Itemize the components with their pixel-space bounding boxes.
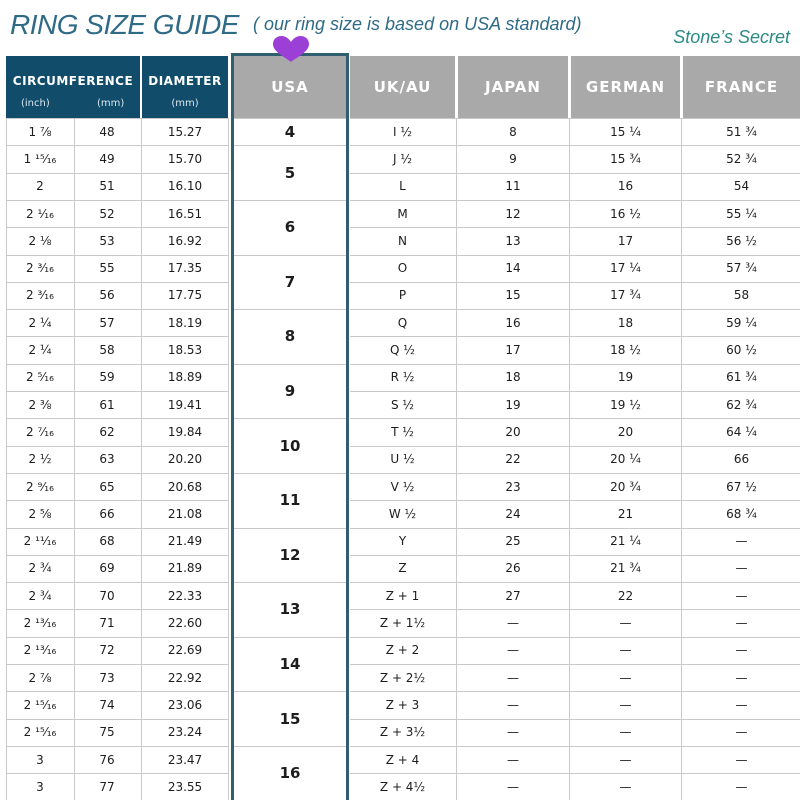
diameter-cell: 23.55 [167, 779, 203, 794]
japan-size-cell: — [507, 779, 519, 794]
circumference-mm-cell: 75 [99, 725, 115, 740]
usa-size-cell: 14 [279, 654, 301, 673]
ukau-size-cell: U ½ [390, 452, 415, 467]
circumference-inch-cell: 3 [36, 779, 44, 794]
column-divider [74, 118, 75, 800]
japan-size-cell: 8 [509, 124, 517, 139]
france-size-cell: — [735, 697, 748, 712]
circumference-mm-cell: 72 [99, 643, 115, 658]
header-japan: JAPAN [458, 56, 568, 118]
circumference-mm-cell: 56 [99, 288, 115, 303]
row-divider [350, 282, 800, 283]
row-divider [6, 500, 228, 501]
german-size-cell: 15 ¾ [610, 151, 641, 166]
heart-icon [271, 36, 311, 62]
france-size-cell: 66 [733, 452, 750, 467]
ukau-size-cell: V ½ [390, 479, 415, 494]
row-divider [6, 227, 228, 228]
usa-size-cell: 15 [279, 709, 301, 728]
france-size-cell: — [735, 534, 748, 549]
column-divider [6, 118, 7, 800]
france-size-cell: 68 ¾ [726, 506, 757, 521]
france-size-cell: — [735, 643, 748, 658]
diameter-cell: 16.51 [167, 206, 203, 221]
ukau-size-cell: W ½ [388, 506, 417, 521]
ukau-size-cell: Y [398, 534, 407, 549]
usa-size-cell: 13 [279, 600, 301, 619]
row-divider [350, 364, 800, 365]
ukau-size-cell: O [397, 261, 408, 276]
row-divider [350, 173, 800, 174]
german-size-cell: 21 [617, 506, 634, 521]
german-size-cell: 15 ¼ [610, 124, 641, 139]
row-divider [6, 664, 228, 665]
circumference-inch-cell: 2 ⁵⁄₁₆ [26, 370, 54, 385]
circumference-mm-cell: 59 [99, 370, 115, 385]
diameter-cell: 21.08 [167, 506, 203, 521]
german-size-cell: — [619, 725, 632, 740]
japan-size-cell: 12 [505, 206, 521, 221]
usa-size-cell: 12 [279, 545, 301, 564]
row-divider [350, 336, 800, 337]
german-size-cell: 20 ¾ [610, 479, 641, 494]
diameter-cell: 17.35 [167, 261, 203, 276]
row-divider [6, 473, 228, 474]
usa-size-cell: 8 [284, 327, 296, 346]
usa-size-cell: 5 [284, 163, 296, 182]
german-size-cell: 20 [617, 424, 634, 439]
circumference-inch-cell: 2 ¹³⁄₁₆ [23, 616, 57, 631]
row-divider [350, 719, 800, 720]
japan-size-cell: 20 [505, 424, 521, 439]
france-size-cell: 64 ¼ [726, 424, 757, 439]
ukau-size-cell: S ½ [390, 397, 415, 412]
row-divider [350, 227, 800, 228]
row-divider [6, 691, 228, 692]
row-divider [350, 473, 800, 474]
row-divider [350, 528, 800, 529]
german-size-cell: 18 [617, 315, 634, 330]
row-divider [6, 364, 228, 365]
circumference-inch-cell: 3 [36, 752, 44, 767]
circumference-inch-cell: 2 ½ [28, 452, 52, 467]
france-size-cell: 61 ¾ [726, 370, 757, 385]
ukau-size-cell: Z + 3½ [379, 725, 426, 740]
japan-size-cell: — [507, 616, 519, 631]
german-size-cell: — [619, 752, 632, 767]
header-mm-unit: (mm) [97, 98, 125, 109]
circumference-mm-cell: 61 [99, 397, 115, 412]
ukau-size-cell: Z + 3 [385, 697, 420, 712]
japan-size-cell: 24 [505, 506, 521, 521]
ukau-size-cell: Z + 2 [385, 643, 420, 658]
german-size-cell: 21 ¼ [610, 534, 641, 549]
german-size-cell: 16 [617, 179, 634, 194]
row-divider [6, 446, 228, 447]
row-divider [350, 255, 800, 256]
diameter-cell: 21.49 [167, 534, 203, 549]
japan-size-cell: — [507, 670, 519, 685]
france-size-cell: — [735, 725, 748, 740]
circumference-mm-cell: 58 [99, 343, 115, 358]
circumference-inch-cell: 2 ⅝ [28, 506, 52, 521]
diameter-cell: 22.60 [167, 616, 203, 631]
circumference-mm-cell: 52 [99, 206, 115, 221]
german-size-cell: 21 ¾ [610, 561, 641, 576]
france-size-cell: 52 ¾ [726, 151, 757, 166]
circumference-mm-cell: 53 [99, 233, 115, 248]
france-size-cell: 56 ½ [726, 233, 757, 248]
japan-size-cell: 25 [505, 534, 521, 549]
ukau-size-cell: Z + 4 [385, 752, 420, 767]
circumference-inch-cell: 2 ¹¹⁄₁₆ [23, 534, 57, 549]
column-divider [141, 118, 142, 800]
circumference-inch-cell: 2 ¹⁵⁄₁₆ [23, 697, 57, 712]
diameter-cell: 23.24 [167, 725, 203, 740]
diameter-cell: 18.53 [167, 343, 203, 358]
usa-size-cell: 9 [284, 381, 296, 400]
circumference-mm-cell: 49 [99, 151, 115, 166]
france-size-cell: 62 ¾ [726, 397, 757, 412]
header-inch-unit: (inch) [21, 98, 50, 109]
german-size-cell: — [619, 616, 632, 631]
row-divider [350, 691, 800, 692]
header-diameter-label: DIAMETER [148, 74, 222, 88]
row-divider [350, 446, 800, 447]
usa-size-cell: 10 [279, 436, 301, 455]
diameter-cell: 18.89 [167, 370, 203, 385]
header-france: FRANCE [683, 56, 800, 118]
diameter-cell: 20.20 [167, 452, 203, 467]
row-divider [350, 145, 800, 146]
diameter-cell: 22.33 [167, 588, 203, 603]
german-size-cell: 22 [617, 588, 634, 603]
usa-size-cell: 6 [284, 218, 296, 237]
row-divider [6, 391, 228, 392]
heart-shape [273, 36, 309, 62]
row-divider [350, 118, 800, 119]
france-size-cell: 59 ¼ [726, 315, 757, 330]
circumference-inch-cell: 2 ⁷⁄₁₆ [26, 424, 54, 439]
german-size-cell: — [619, 779, 632, 794]
japan-size-cell: 27 [505, 588, 521, 603]
circumference-inch-cell: 2 ⅜ [28, 397, 52, 412]
german-size-cell: 20 ¼ [610, 452, 641, 467]
circumference-inch-cell: 2 ⅞ [28, 670, 52, 685]
row-divider [6, 309, 228, 310]
ukau-size-cell: Z + 2½ [379, 670, 426, 685]
usa-size-cell: 16 [279, 764, 301, 783]
header-usa: USA [233, 56, 347, 118]
circumference-mm-cell: 62 [99, 424, 115, 439]
ukau-size-cell: L [399, 179, 406, 194]
france-size-cell: 54 [733, 179, 750, 194]
japan-size-cell: 11 [505, 179, 521, 194]
row-divider [6, 418, 228, 419]
german-size-cell: — [619, 670, 632, 685]
german-size-cell: 18 ½ [610, 343, 641, 358]
france-size-cell: 58 [733, 288, 750, 303]
row-divider [350, 555, 800, 556]
circumference-mm-cell: 76 [99, 752, 115, 767]
german-size-cell: 17 ¾ [610, 288, 641, 303]
japan-size-cell: — [507, 643, 519, 658]
diameter-cell: 23.06 [167, 697, 203, 712]
france-size-cell: 60 ½ [726, 343, 757, 358]
japan-size-cell: 17 [505, 343, 521, 358]
ukau-size-cell: P [398, 288, 407, 303]
german-size-cell: 19 [617, 370, 634, 385]
circumference-mm-cell: 48 [99, 124, 115, 139]
japan-size-cell: 14 [505, 261, 521, 276]
circumference-mm-cell: 51 [99, 179, 115, 194]
diameter-cell: 16.10 [167, 179, 203, 194]
row-divider [350, 418, 800, 419]
circumference-mm-cell: 63 [99, 452, 115, 467]
diameter-cell: 23.47 [167, 752, 203, 767]
ukau-size-cell: Z [398, 561, 407, 576]
row-divider [350, 664, 800, 665]
column-divider [228, 118, 229, 800]
row-divider [6, 609, 228, 610]
row-divider [6, 118, 228, 119]
ukau-size-cell: Z + 4½ [379, 779, 426, 794]
diameter-cell: 22.69 [167, 643, 203, 658]
circumference-mm-cell: 69 [99, 561, 115, 576]
header-circumference-label: CIRCUMFERENCE [12, 74, 134, 88]
circumference-mm-cell: 71 [99, 616, 115, 631]
row-divider [6, 173, 228, 174]
circumference-mm-cell: 57 [99, 315, 115, 330]
japan-size-cell: 26 [505, 561, 521, 576]
france-size-cell: — [735, 588, 748, 603]
france-size-cell: 67 ½ [726, 479, 757, 494]
row-divider [6, 528, 228, 529]
circumference-inch-cell: 2 ³⁄₁₆ [26, 288, 54, 303]
row-divider [350, 746, 800, 747]
circumference-inch-cell: 2 [36, 179, 44, 194]
german-size-cell: 17 [617, 233, 634, 248]
france-size-cell: 51 ¾ [726, 124, 757, 139]
diameter-cell: 19.41 [167, 397, 203, 412]
usa-size-cell: 4 [284, 122, 296, 141]
circumference-inch-cell: 2 ⁹⁄₁₆ [26, 479, 54, 494]
row-divider [350, 309, 800, 310]
page-subtitle: ( our ring size is based on USA standard) [253, 14, 582, 34]
japan-size-cell: — [507, 697, 519, 712]
circumference-mm-cell: 77 [99, 779, 115, 794]
german-size-cell: — [619, 643, 632, 658]
france-size-cell: — [735, 779, 748, 794]
circumference-mm-cell: 70 [99, 588, 115, 603]
german-size-cell: — [619, 697, 632, 712]
column-divider [456, 118, 457, 800]
diameter-cell: 15.70 [167, 151, 203, 166]
row-divider [6, 555, 228, 556]
ukau-size-cell: N [398, 233, 407, 248]
header-german: GERMAN [571, 56, 680, 118]
circumference-inch-cell: 2 ¾ [28, 588, 52, 603]
row-divider [350, 609, 800, 610]
circumference-inch-cell: 2 ¾ [28, 561, 52, 576]
diameter-cell: 17.75 [167, 288, 203, 303]
diameter-cell: 20.68 [167, 479, 203, 494]
ukau-size-cell: Z + 1½ [379, 616, 426, 631]
row-divider [6, 145, 228, 146]
diameter-cell: 22.92 [167, 670, 203, 685]
circumference-mm-cell: 68 [99, 534, 115, 549]
row-divider [6, 582, 228, 583]
circumference-inch-cell: 2 ³⁄₁₆ [26, 261, 54, 276]
japan-size-cell: 13 [505, 233, 521, 248]
diameter-cell: 16.92 [167, 233, 203, 248]
ukau-size-cell: I ½ [393, 124, 412, 139]
usa-size-cell: 11 [279, 491, 301, 510]
row-divider [6, 336, 228, 337]
circumference-inch-cell: 2 ¹⁵⁄₁₆ [23, 725, 57, 740]
circumference-inch-cell: 2 ¹⁄₁₆ [26, 206, 54, 221]
diameter-cell: 19.84 [167, 424, 203, 439]
japan-size-cell: 19 [505, 397, 521, 412]
japan-size-cell: 9 [509, 151, 517, 166]
ukau-size-cell: J ½ [393, 151, 412, 166]
header-diameter-unit: (mm) [171, 98, 199, 109]
german-size-cell: 19 ½ [610, 397, 641, 412]
france-size-cell: — [735, 752, 748, 767]
ukau-size-cell: Q ½ [390, 343, 415, 358]
ukau-size-cell: M [397, 206, 408, 221]
japan-size-cell: 15 [505, 288, 521, 303]
circumference-inch-cell: 1 ⅞ [28, 124, 52, 139]
ukau-size-cell: Q [397, 315, 408, 330]
japan-size-cell: 23 [505, 479, 521, 494]
france-size-cell: — [735, 670, 748, 685]
row-divider [6, 773, 228, 774]
page-title: RING SIZE GUIDE [10, 9, 239, 40]
row-divider [6, 746, 228, 747]
brand-name: Stone’s Secret [673, 27, 790, 47]
france-size-cell: 55 ¼ [726, 206, 757, 221]
header-ukau: UK/AU [350, 56, 455, 118]
diameter-cell: 18.19 [167, 315, 203, 330]
circumference-mm-cell: 73 [99, 670, 115, 685]
usa-size-cell: 7 [284, 272, 296, 291]
france-size-cell: — [735, 616, 748, 631]
france-size-cell: — [735, 561, 748, 576]
diameter-cell: 15.27 [167, 124, 203, 139]
ukau-size-cell: T ½ [391, 424, 414, 439]
row-divider [350, 637, 800, 638]
diameter-cell: 21.89 [167, 561, 203, 576]
row-divider [6, 282, 228, 283]
usa-column-highlight [231, 53, 349, 800]
japan-size-cell: 22 [505, 452, 521, 467]
japan-size-cell: — [507, 725, 519, 740]
circumference-mm-cell: 66 [99, 506, 115, 521]
circumference-inch-cell: 2 ⅛ [28, 233, 52, 248]
ukau-size-cell: R ½ [390, 370, 415, 385]
row-divider [6, 200, 228, 201]
japan-size-cell: 16 [505, 315, 521, 330]
german-size-cell: 16 ½ [610, 206, 641, 221]
row-divider [350, 773, 800, 774]
row-divider [6, 637, 228, 638]
circumference-inch-cell: 1 ¹⁵⁄₁₆ [23, 151, 57, 166]
japan-size-cell: 18 [505, 370, 521, 385]
circumference-inch-cell: 2 ¼ [28, 315, 52, 330]
circumference-inch-cell: 2 ¼ [28, 343, 52, 358]
circumference-mm-cell: 65 [99, 479, 115, 494]
circumference-inch-cell: 2 ¹³⁄₁₆ [23, 643, 57, 658]
japan-size-cell: — [507, 752, 519, 767]
row-divider [350, 391, 800, 392]
row-divider [6, 255, 228, 256]
column-divider [569, 118, 570, 800]
ukau-size-cell: Z + 1 [385, 588, 420, 603]
france-size-cell: 57 ¾ [726, 261, 757, 276]
row-divider [6, 719, 228, 720]
circumference-mm-cell: 55 [99, 261, 115, 276]
row-divider [350, 200, 800, 201]
row-divider [350, 582, 800, 583]
german-size-cell: 17 ¼ [610, 261, 641, 276]
column-divider [681, 118, 682, 800]
circumference-mm-cell: 74 [99, 697, 115, 712]
row-divider [350, 500, 800, 501]
